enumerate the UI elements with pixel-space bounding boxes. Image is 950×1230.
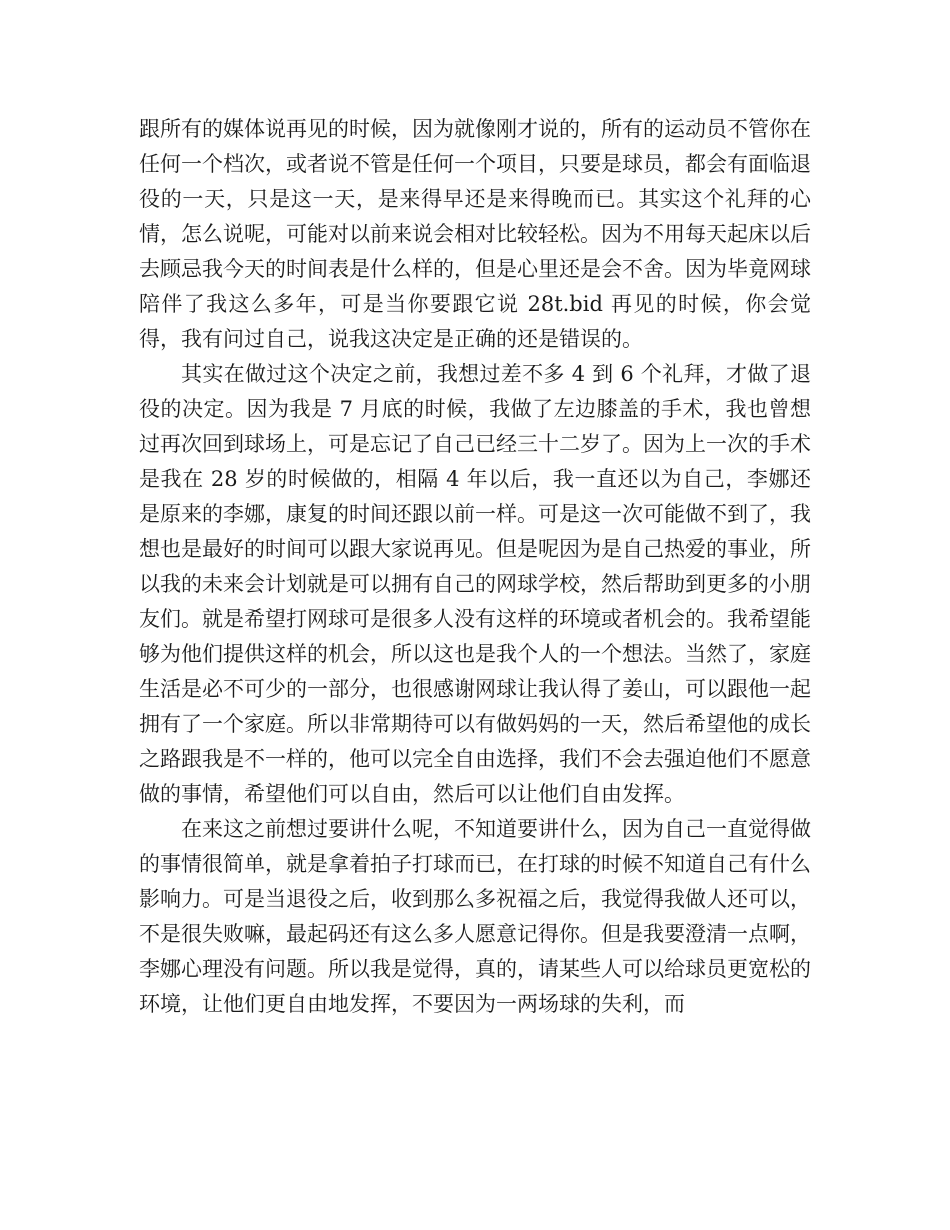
paragraph-2: 其实在做过这个决定之前，我想过差不多 4 到 6 个礼拜，才做了退役的决定。因为我是 7 月底的时候，我做了左边膝盖的手术，我也曾想过再次回到球场上，可是忘记了自己已经三十二岁了。因为上一次的手术是我在 28 岁的时候做的，相隔 4 年以后，我一直还以为自己，李娜还是原来的李娜，康复的时间还跟以前一样。可是这一次可能做不到了，我想也是最好的时间可以跟大家说再见。但是呢因为是自己热爱的事业，所以我的未来会计划就是可以拥有自己的网球学校，然后帮助到更多的小朋友们。就是希望打网球可是很多人没有这样的环境或者机会的。我希望能够为他们提供这样的机会，所以这也是我个人的一个想法。当然了，家庭生活是必不可少的一部分，也很感谢网球让我认得了姜山，可以跟他一起拥有了一个家庭。所以非常期待可以有做妈妈的一天，然后希望他的成长之路跟我是不一样的，他可以完全自由选择，我们不会去强迫他们不愿意做的事情，希望他们可以自由，然后可以让他们自由发挥。 [139, 362, 811, 806]
document-body [139, 112, 811, 1022]
paragraph-1: 跟所有的媒体说再见的时候，因为就像刚才说的，所有的运动员不管你在任何一个档次，或者说不管是任何一个项目，只要是球员，都会有面临退役的一天，只是这一天，是来得早还是来得晚而已。其实这个礼拜的心情，怎么说呢，可能对以前来说会相对比较轻松。因为不用每天起床以后去顾忌我今天的时间表是什么样的，但是心里还是会不舍。因为毕竟网球陪伴了我这么多年，可是当你要跟它说 28t.bid 再见的时候，你会觉得，我有问过自己，说我这决定是正确的还是错误的。 [139, 117, 811, 351]
paragraph-3: 在来这之前想过要讲什么呢，不知道要讲什么，因为自己一直觉得做的事情很简单，就是拿着拍子打球而已，在打球的时候不知道自己有什么影响力。可是当退役之后，收到那么多祝福之后，我觉得我做人还可以，不是很失败嘛，最起码还有这么多人愿意记得你。但是我要澄清一点啊，李娜心理没有问题。所以我是觉得，真的，请某些人可以给球员更宽松的环境，让他们更自由地发挥，不要因为一两场球的失利，而 [139, 817, 811, 1016]
